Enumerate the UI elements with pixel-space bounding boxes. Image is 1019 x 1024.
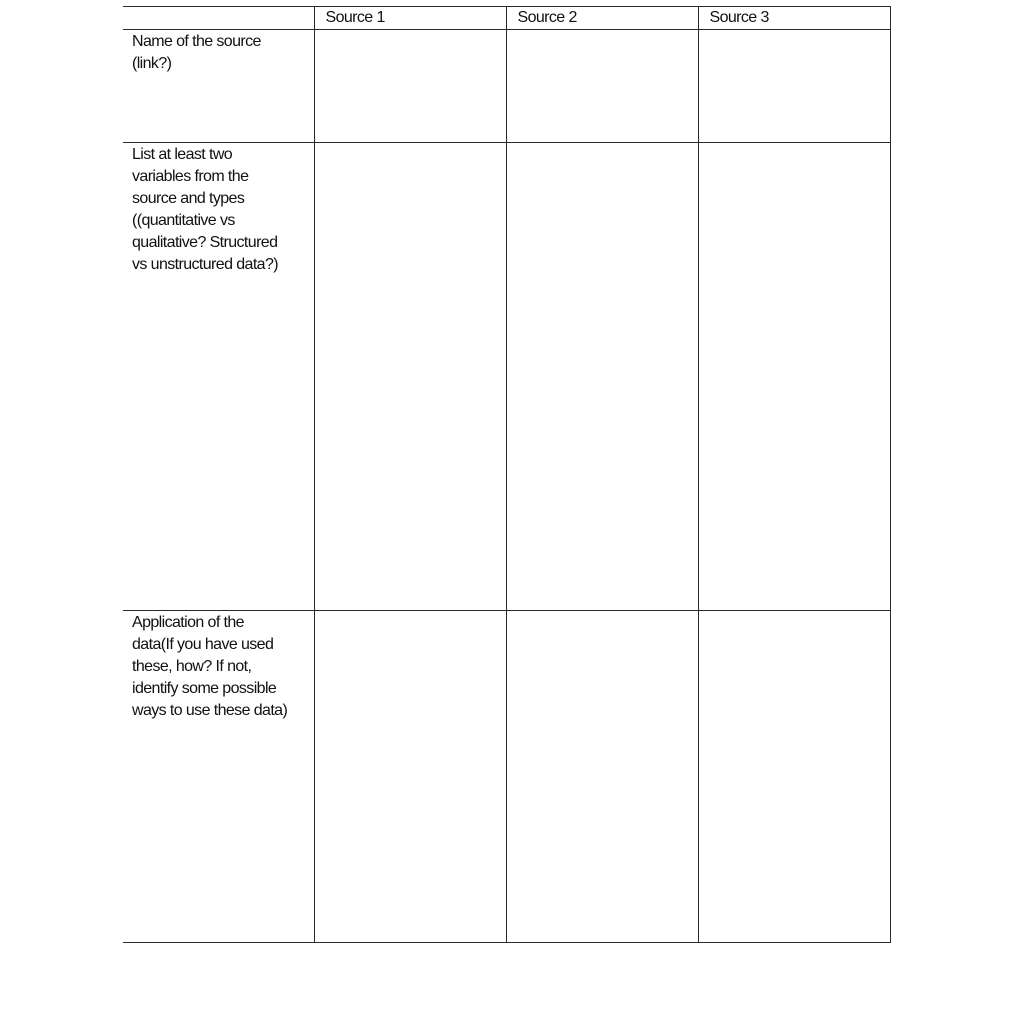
column-header-source-2: Source 2 [506,7,698,30]
cell-source-2-name[interactable] [506,30,698,143]
source-comparison-table [123,6,891,943]
corner-cell [123,7,314,30]
cell-source-1-variables[interactable] [314,143,506,611]
header-row [123,7,890,30]
cell-source-1-name[interactable] [314,30,506,143]
row-label-variables: List at least two variables from the source and types ((quantitative vs qualitative? Structured vs unstructured data?) [123,143,314,611]
cell-source-3-name[interactable] [698,30,890,143]
cell-source-3-variables[interactable] [698,143,890,611]
row-label-application: Application of the data(If you have used these, how? If not, identify some possible ways to use these data) [123,611,314,943]
column-header-source-3: Source 3 [698,7,890,30]
row-label-source-name: Name of the source (link?) [123,30,314,143]
table-row-application [123,611,890,943]
table-row-variables [123,143,890,611]
cell-source-2-variables[interactable] [506,143,698,611]
table-row-source-name [123,30,890,143]
column-header-source-1: Source 1 [314,7,506,30]
cell-source-2-application[interactable] [506,611,698,943]
cell-source-3-application[interactable] [698,611,890,943]
cell-source-1-application[interactable] [314,611,506,943]
